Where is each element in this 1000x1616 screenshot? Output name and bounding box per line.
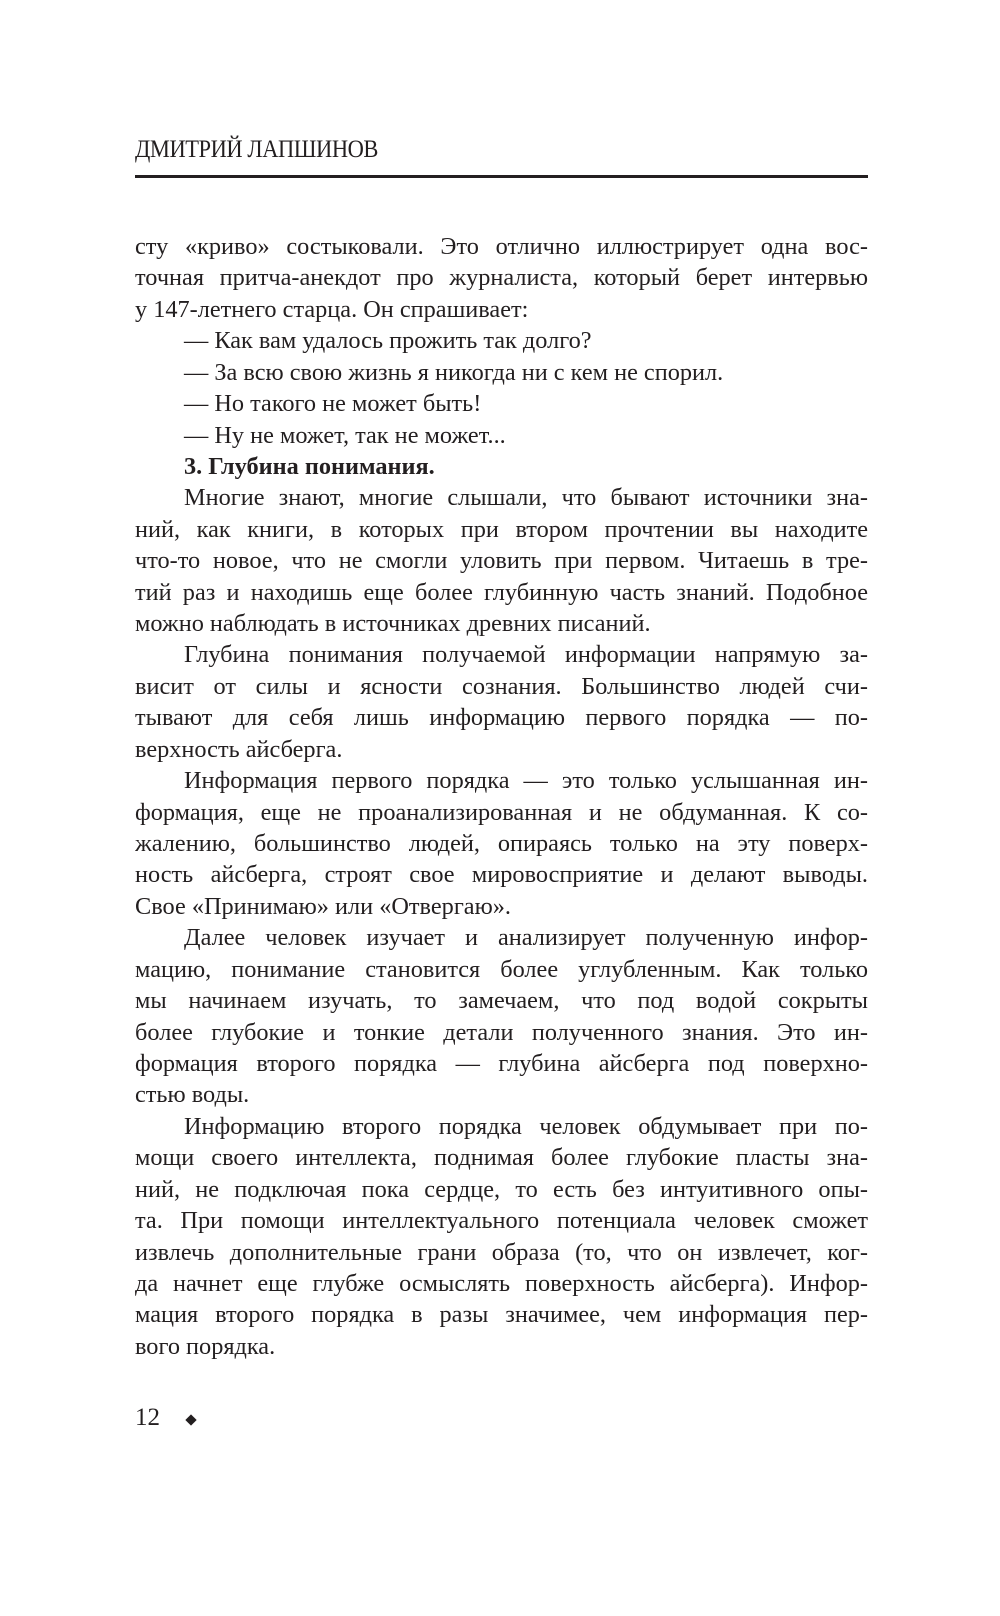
text-line: точная притча-анекдот про журналиста, который берет интервью — [135, 264, 868, 292]
dialogue-line: — За всю свою жизнь я никогда ни с кем не спорил. — [184, 358, 724, 386]
text-line: ний, как книги, в которых при втором прочтении вы находите — [135, 515, 868, 543]
text-line: формация второго порядка — глубина айсберга под поверхно- — [135, 1049, 868, 1077]
body-text — [135, 231, 868, 1362]
text-line: жалению, большинство людей, опираясь только на эту поверх- — [135, 830, 868, 858]
text-line: ний, не подключая пока сердце, то есть без интуитивного опы- — [135, 1175, 868, 1203]
header-rule — [135, 175, 868, 178]
text-line: Далее человек изучает и анализирует полученную инфор- — [184, 924, 868, 952]
text-line: верхность айсберга. — [135, 735, 343, 763]
text-line: Свое «Принимаю» или «Отвергаю». — [135, 892, 511, 920]
text-line: более глубокие и тонкие детали полученного знания. Это ин- — [135, 1018, 868, 1046]
text-line: Информацию второго порядка человек обдумывает при по- — [184, 1112, 868, 1140]
text-line: Информация первого порядка — это только услышанная ин- — [184, 767, 868, 795]
text-line: висит от силы и ясности сознания. Большинство людей счи- — [135, 672, 868, 700]
text-line: можно наблюдать в источниках древних писаний. — [135, 610, 651, 638]
dialogue-line: — Как вам удалось прожить так долго? — [184, 327, 592, 355]
text-line: мы начинаем изучать, то замечаем, что под водой сокрыты — [135, 987, 868, 1015]
text-line: извлечь дополнительные грани образа (то, что он извлечет, ког- — [135, 1238, 868, 1266]
text-line: тывают для себя лишь информацию первого порядка — по- — [135, 704, 868, 732]
text-line: стью воды. — [135, 1081, 250, 1109]
section-heading: 3. Глубина понимания. — [184, 452, 435, 480]
text-line: мация второго порядка в разы значимее, чем информация пер- — [135, 1301, 868, 1329]
text-line: та. При помощи интеллектуального потенциала человек сможет — [135, 1207, 868, 1235]
text-line: Многие знают, многие слышали, что бывают источники зна- — [184, 484, 868, 512]
text-line: ность айсберга, строят свое мировосприятие и делают выводы. — [135, 861, 868, 889]
text-line: Глубина понимания получаемой информации напрямую за- — [184, 641, 868, 669]
text-line: тий раз и находишь еще более глубинную часть знаний. Подобное — [135, 578, 868, 606]
text-line: сту «криво» состыковали. Это отлично иллюстрирует одна вос- — [135, 233, 868, 260]
page-number: 12 — [135, 1404, 160, 1431]
text-line: вого порядка. — [135, 1332, 276, 1360]
dialogue-line: — Но такого не может быть! — [184, 390, 482, 418]
text-line: да начнет еще глубже осмыслять поверхность айсберга). Инфор- — [135, 1269, 868, 1297]
text-line: формация, еще не проанализированная и не обдуманная. К со- — [135, 798, 868, 826]
dialogue-line: — Ну не может, так не может... — [184, 421, 506, 449]
text-line: что-то новое, что не смогли уловить при первом. Читаешь в тре- — [135, 547, 868, 575]
text-line: мацию, понимание становится более углубленным. Как только — [135, 955, 868, 983]
diamond-icon — [185, 1414, 196, 1425]
text-line: у 147-летнего старца. Он спрашивает: — [135, 295, 529, 323]
running-head: ДМИТРИЙ ЛАПШИНОВ — [135, 136, 378, 163]
text-line: мощи своего интеллекта, поднимая более глубокие пласты зна- — [135, 1144, 868, 1172]
